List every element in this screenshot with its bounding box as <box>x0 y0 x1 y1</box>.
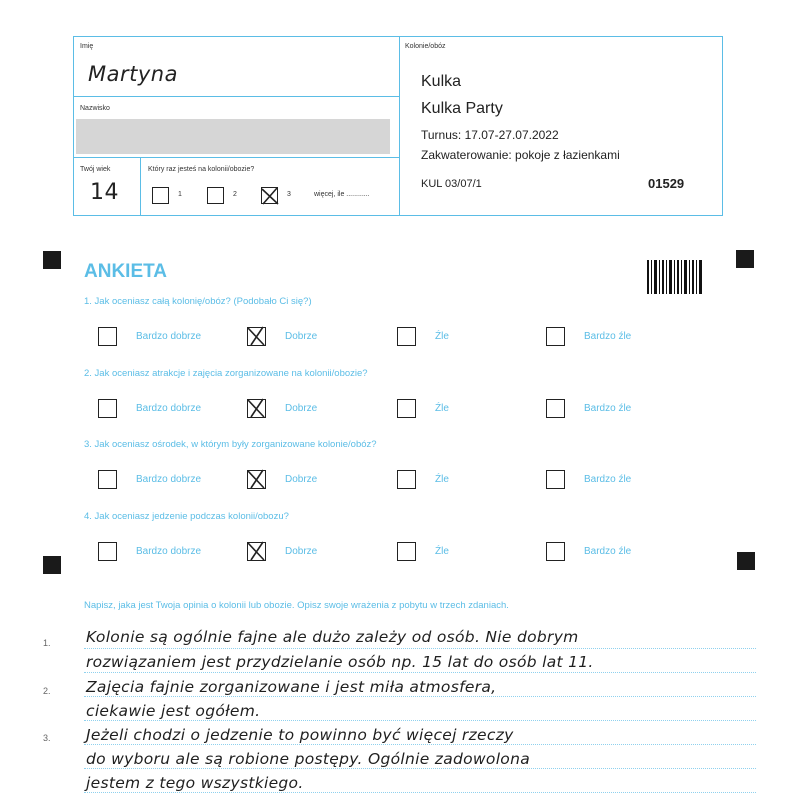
rating-checkbox[interactable] <box>247 399 266 418</box>
times-label: Który raz jesteś na kolonii/obozie? <box>148 166 255 173</box>
rating-checkbox[interactable] <box>397 399 416 418</box>
check-mark-icon <box>259 184 281 208</box>
registration-marker <box>737 552 755 570</box>
age-value: 14 <box>90 180 119 205</box>
rating-checkbox[interactable] <box>98 399 117 418</box>
rating-checkbox[interactable] <box>247 470 266 489</box>
times-option-more: więcej, ile ............ <box>314 191 370 198</box>
barcode-icon <box>647 260 703 294</box>
rating-checkbox[interactable] <box>397 327 416 346</box>
check-mark-icon <box>245 467 267 491</box>
times-checkbox-2[interactable] <box>207 187 224 204</box>
handwritten-answer-line: do wyboru ale są robione postępy. Ogólnie zadowolona <box>86 750 531 768</box>
divider <box>140 157 141 216</box>
rating-checkbox[interactable] <box>546 470 565 489</box>
rating-checkbox[interactable] <box>397 542 416 561</box>
registration-marker <box>43 251 61 269</box>
times-option-1: 1 <box>178 191 182 198</box>
question-text: 4. Jak oceniasz jedzenie podczas kolonii/obozu? <box>84 511 289 522</box>
handwritten-answer-line: jestem z tego wszystkiego. <box>86 774 304 792</box>
camp-name: Kulka <box>421 73 462 90</box>
times-option-3: 3 <box>287 191 291 198</box>
row-number: 1. <box>43 638 51 648</box>
rating-option-label: Bardzo dobrze <box>136 546 202 557</box>
rating-checkbox[interactable] <box>247 327 266 346</box>
rating-checkbox[interactable] <box>397 470 416 489</box>
rating-checkbox[interactable] <box>546 542 565 561</box>
answer-line <box>84 720 756 721</box>
rating-checkbox[interactable] <box>98 542 117 561</box>
check-mark-icon <box>245 396 267 420</box>
rating-option-label: Bardzo dobrze <box>136 403 202 414</box>
rating-option-label: Dobrze <box>285 546 318 557</box>
survey-title: ANKIETA <box>84 261 168 282</box>
answer-line <box>84 744 756 745</box>
rating-option-label: Źle <box>435 403 449 414</box>
rating-option-label: Źle <box>435 474 449 485</box>
rating-option-label: Bardzo źle <box>584 474 632 485</box>
divider <box>74 96 400 97</box>
rating-checkbox[interactable] <box>247 542 266 561</box>
check-mark-icon <box>245 539 267 563</box>
times-checkbox-1[interactable] <box>152 187 169 204</box>
check-mark-icon <box>245 324 267 348</box>
rating-option-label: Bardzo dobrze <box>136 474 202 485</box>
rating-option-label: Dobrze <box>285 331 318 342</box>
handwritten-answer-line: rozwiązaniem jest przydzielanie osób np. 15 lat do osób lat 11. <box>86 653 594 671</box>
divider <box>74 157 400 158</box>
registration-marker <box>43 556 61 574</box>
row-number: 3. <box>43 733 51 743</box>
answer-line <box>84 696 756 697</box>
opinion-prompt: Napisz, jaka jest Twoja opinia o kolonii lub obozie. Opisz swoje wrażenia z pobytu w trzech zdaniach. <box>84 600 509 611</box>
times-checkbox-3[interactable] <box>261 187 278 204</box>
camp-label: Kolonie/obóz <box>405 43 446 50</box>
question-text: 2. Jak oceniasz atrakcje i zajęcia zorganizowane na kolonii/obozie? <box>84 368 368 379</box>
rating-checkbox[interactable] <box>98 327 117 346</box>
camp-subname: Kulka Party <box>421 100 503 117</box>
handwritten-answer-line: ciekawie jest ogółem. <box>86 702 261 720</box>
camp-turnus: Turnus: 17.07-27.07.2022 <box>421 128 559 142</box>
question-text: 1. Jak oceniasz całą kolonię/obóz? (Podobało Ci się?) <box>84 296 312 307</box>
rating-option-label: Bardzo źle <box>584 403 632 414</box>
rating-option-label: Bardzo źle <box>584 331 632 342</box>
divider <box>399 37 400 216</box>
camp-accommodation: Zakwaterowanie: pokoje z łazienkami <box>421 148 620 162</box>
rating-checkbox[interactable] <box>546 327 565 346</box>
registration-marker <box>736 250 754 268</box>
camp-code: KUL 03/07/1 <box>421 178 482 190</box>
redacted-last-name <box>76 119 390 154</box>
answer-line <box>84 768 756 769</box>
handwritten-answer-line: Jeżeli chodzi o jedzenie to powinno być więcej rzeczy <box>86 726 514 744</box>
rating-checkbox[interactable] <box>546 399 565 418</box>
age-label: Twój wiek <box>80 166 111 173</box>
last-name-label: Nazwisko <box>80 105 110 112</box>
answer-line <box>84 792 756 793</box>
first-name-label: Imię <box>80 43 94 50</box>
first-name-value: Martyna <box>88 62 178 86</box>
row-number: 2. <box>43 686 51 696</box>
times-option-2: 2 <box>233 191 237 198</box>
rating-option-label: Źle <box>435 546 449 557</box>
rating-option-label: Bardzo dobrze <box>136 331 202 342</box>
handwritten-answer-line: Zajęcia fajnie zorganizowane i jest miła atmosfera, <box>86 678 497 696</box>
handwritten-answer-line: Kolonie są ogólnie fajne ale dużo zależy od osób. Nie dobrym <box>86 628 579 646</box>
rating-checkbox[interactable] <box>98 470 117 489</box>
rating-option-label: Dobrze <box>285 474 318 485</box>
rating-option-label: Dobrze <box>285 403 318 414</box>
answer-line <box>84 672 756 673</box>
rating-option-label: Bardzo źle <box>584 546 632 557</box>
rating-option-label: Źle <box>435 331 449 342</box>
question-text: 3. Jak oceniasz ośrodek, w którym były zorganizowane kolonie/obóz? <box>84 439 377 450</box>
answer-line <box>84 648 756 649</box>
form-number: 01529 <box>648 176 685 191</box>
